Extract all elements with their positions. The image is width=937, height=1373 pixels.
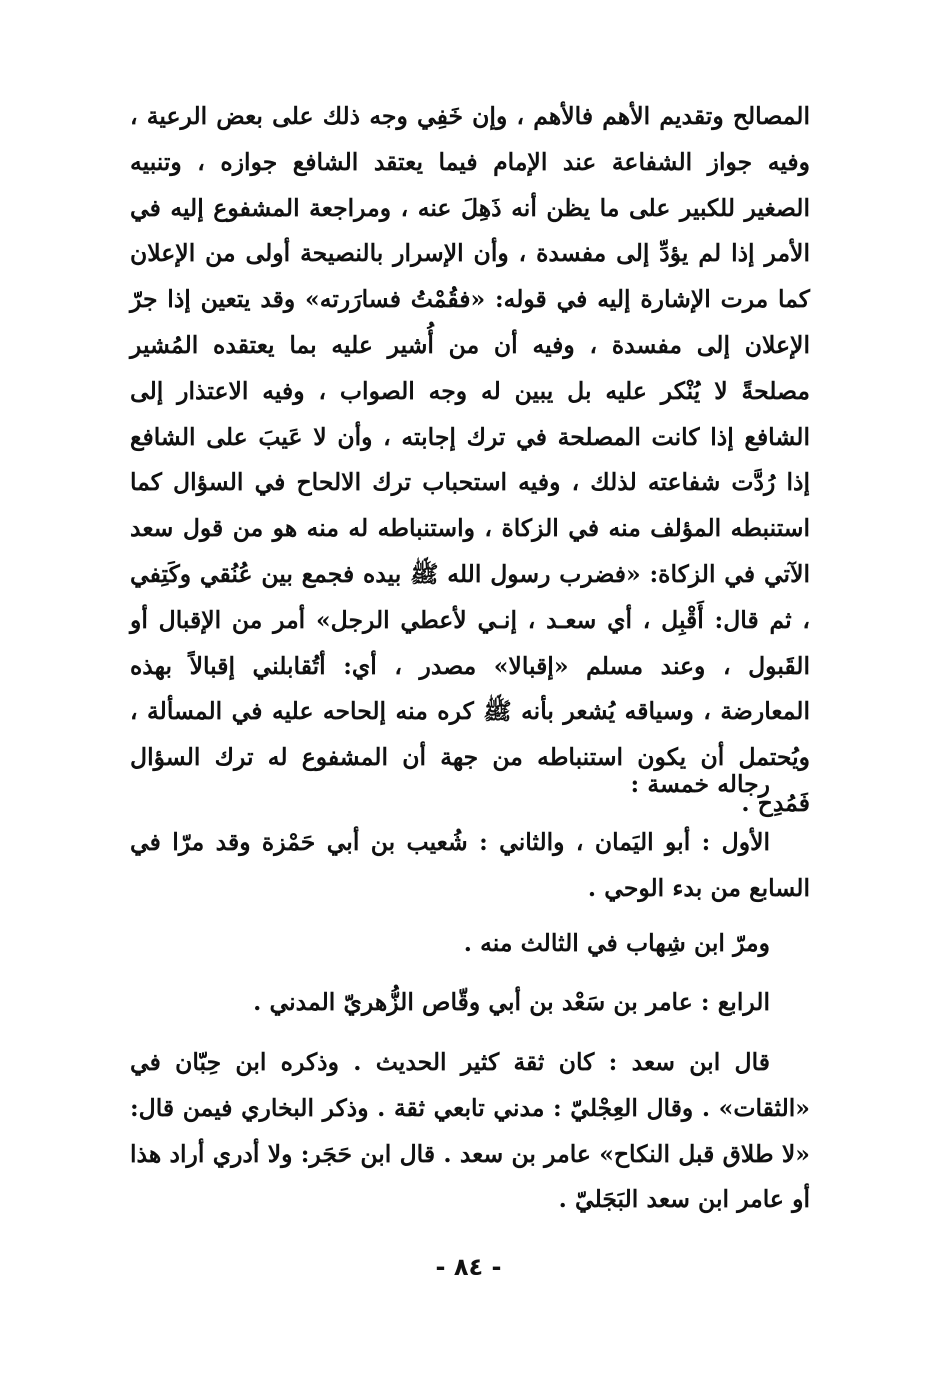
narrator-first-label: الأول: [721, 828, 770, 856]
rijal-heading: [130, 762, 810, 808]
narrator-fourth-text: [130, 980, 810, 1026]
ibn-saad-paragraph: [130, 1040, 810, 1223]
ibn-shihab-paragraph: [130, 921, 810, 967]
narrator-first-paragraph: [130, 820, 810, 912]
narrator-fourth-label: الرابع: [717, 988, 770, 1016]
narrator-first-text: [130, 820, 810, 912]
ibn-saad-text: قال ابن سعد : كان ثقة كثير الحديث . وذكره ابن حِبّان في «الثقات» . وقال العِجْليّ : مدني تابعي ثقة . وذكر البخاري فيمن قال: «لا طلاق قبل النكاح» عامر بن سعد . قال ابن حَجَر: ولا أدري أراد هذا أو عامر ابن سعد البَجَليّ .: [130, 1048, 810, 1214]
narrator-fourth-paragraph: [130, 980, 810, 1026]
main-paragraph-text: المصالح وتقديم الأهم فالأهم ، وإن خَفِي وجه ذلك على بعض الرعية ، وفيه جواز الشفاعة عند الإمام فيما يعتقد الشافع جوازه ، وتنبيه الصغير للكبير على ما يظن أنه ذَهِلَ عنه ، ومراجعة المشفوع إليه في الأمر إذا لم يؤدِّ إلى مفسدة ، وأن الإسرار بالنصيحة أولى من الإعلان كما مرت الإشارة إليه في قوله: «فقُمْتُ فسارَرته» وقد يتعين إذا جرّ الإعلان إلى مفسدة ، وفيه أن من أُشير عليه بما يعتقده المُشير مصلحةً لا يُنْكر عليه بل يبين له وجه الصواب ، وفيه الاعتذار إلى الشافع إذا كانت المصلحة في ترك إجابته ، وأن لا عَيبَ على الشافع إذا رُدَّت شفاعته لذلك ، وفيه استحباب ترك الالحاح في السؤال كما استنبطه المؤلف منه في الزكاة ، واستنباطه له منه هو من قول سعد الآتي في الزكاة: «فضرب رسول الله ﷺ بيده فجمع بين عُنُقي وكَتِفي ، ثم قال: أَقْبِل ، أي سعـد ، إنـي لأعطي الرجل» أمر من الإقبال أو القَبول ، وعند مسلم «إقبالا» مصدر ، أي: أتُقابلني إقبالاً بهذه المعارضة ، وسياقه يُشعر بأنه ﷺ كره منه إلحاحه عليه في المسألة ، ويُحتمل أن يكون استنباطه من جهة أن المشفوع له ترك السؤال فَمُدِح .: [130, 102, 810, 817]
rijal-heading-text: رجاله خمسة :: [630, 770, 770, 798]
main-paragraph: [130, 94, 810, 827]
ibn-shihab-text: ومرّ ابن شِهاب في الثالث منه .: [463, 929, 770, 957]
narrator-first-body: : أبو اليَمان ، والثاني : شُعيب بن أبي حَمْزة وقد مرّا في السابع من بدء الوحي .: [130, 828, 810, 902]
narrator-fourth-body: : عامر بن سَعْد بن أبي وقّاص الزُّهريّ المدني .: [253, 988, 710, 1016]
page-number: - ٨٤ -: [435, 1253, 502, 1281]
